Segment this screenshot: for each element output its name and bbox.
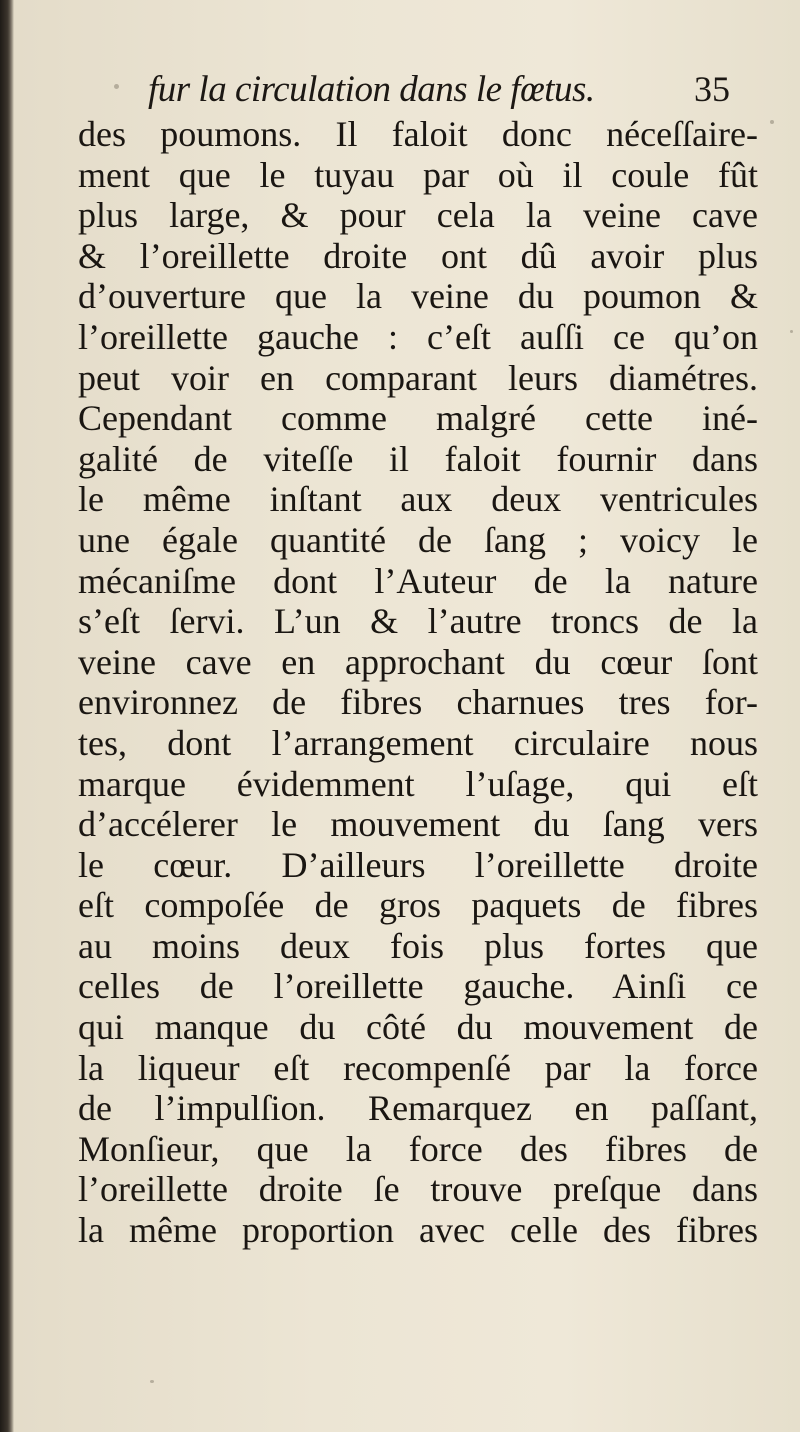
text-line: de l’impulſion. Remarquez en paſſant, (78, 1088, 758, 1129)
body-text (78, 114, 758, 1314)
text-line: s’eſt ſervi. L’un & l’autre troncs de la (78, 601, 758, 642)
text-line: la liqueur eſt recompenſé par la force (78, 1047, 758, 1088)
text-line: eſt compoſée de gros paquets de fibres (78, 885, 758, 926)
paper-speck (114, 84, 119, 89)
text-line: le même inſtant aux deux ventricules (78, 479, 758, 520)
text-line: la même proportion avec celle des fibres (78, 1210, 758, 1251)
text-line: une égale quantité de ſang ; voicy le (78, 519, 758, 560)
text-line: veine cave en approchant du cœur ſont (78, 641, 758, 682)
text-line: plus large, & pour cela la veine cave (78, 195, 758, 236)
text-line: marque évidemment l’uſage, qui eſt (78, 763, 758, 804)
text-line: Monſieur, que la force des fibres de (78, 1128, 758, 1169)
text-line: le cœur. D’ailleurs l’oreillette droite (78, 844, 758, 885)
page-number: 35 (694, 69, 730, 109)
text-line: mécaniſme dont l’Auteur de la nature (78, 560, 758, 601)
text-line: peut voir en comparant leurs diamétres. (78, 357, 758, 398)
paper-speck (770, 120, 774, 124)
text-line: ment que le tuyau par où il coule fût (78, 154, 758, 195)
text-line: Cependant comme malgré cette iné- (78, 398, 758, 439)
running-head: fur la circulation dans le fœtus. (148, 69, 595, 110)
text-line: des poumons. Il faloit donc néceſſaire- (78, 114, 758, 154)
text-line: environnez de fibres charnues tres for- (78, 682, 758, 723)
paper-speck (150, 1380, 154, 1383)
text-line: l’oreillette droite ſe trouve preſque dans (78, 1169, 758, 1210)
paper-speck (790, 330, 793, 333)
text-line: & l’oreillette droite ont dû avoir plus (78, 235, 758, 276)
text-line: l’oreillette gauche : c’eſt auſſi ce qu’on (78, 316, 758, 357)
text-line: au moins deux fois plus fortes que (78, 925, 758, 966)
text-line: d’ouverture que la veine du poumon & (78, 276, 758, 317)
text-line: galité de viteſſe il faloit fournir dans (78, 438, 758, 479)
text-line: celles de l’oreillette gauche. Ainſi ce (78, 966, 758, 1007)
binding-shadow (0, 0, 14, 1432)
text-line: tes, dont l’arrangement circulaire nous (78, 722, 758, 763)
text-line: qui manque du côté du mouvement de (78, 1007, 758, 1048)
text-line: d’accélerer le mouvement du ſang vers (78, 804, 758, 845)
